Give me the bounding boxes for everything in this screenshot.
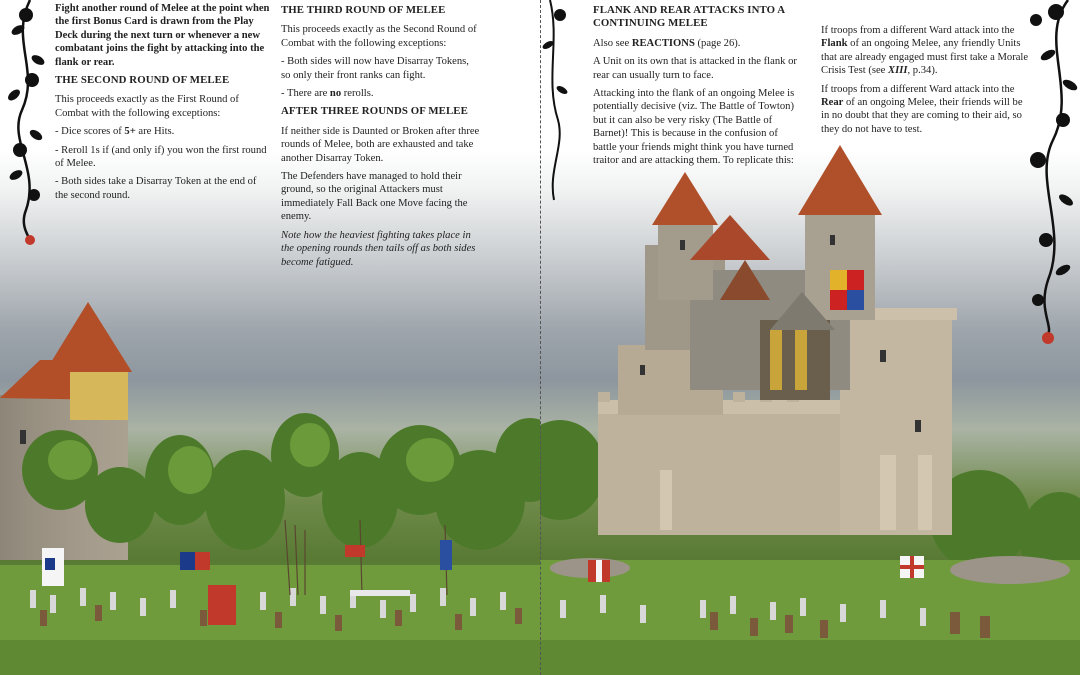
rose-vine-ornament (0, 0, 56, 250)
rule-ref: XIII (888, 65, 908, 77)
reactions-link: REACTIONS (631, 37, 695, 49)
column-2 (281, 4, 481, 274)
fatigue-note: Note how the heaviest fighting takes place in the opening rounds then tails off as both sides become fatigued. (281, 229, 476, 268)
bullet-text: rerolls. (341, 88, 374, 100)
heading-third-round: THE THIRD ROUND OF MELEE (281, 4, 446, 16)
column-1 (55, 2, 270, 207)
heading-after-three-rounds: AFTER THREE ROUNDS OF MELEE (281, 105, 468, 118)
see-also-reactions (593, 37, 803, 50)
rose-vine-ornament (1008, 0, 1080, 350)
second-round-bullet-3: - Both sides take a Disarray Token at the end of the second round. (55, 176, 257, 201)
column-4 (821, 24, 1031, 141)
rose-vine-ornament (540, 0, 610, 250)
second-round-bullet-2: - Reroll 1s if (and only if) you won the first round of Melee. (55, 144, 267, 170)
third-round-bullet-2 (281, 87, 481, 100)
flank-rule (821, 24, 1031, 78)
rule-text: If troops from a different Ward attack into the (821, 83, 1015, 95)
bullet-text: - There are (281, 88, 330, 100)
rule-text: , p.34). (907, 65, 938, 77)
after-three-para-1: If neither side is Daunted or Broken after three rounds of Melee, both are exhausted and take another Disarray Token. (281, 125, 480, 164)
second-round-para: This proceeds exactly as the First Round of Combat with the following exceptions: (55, 94, 239, 119)
bullet-text: are Hits. (135, 126, 175, 138)
bullet-bold: no (329, 88, 342, 100)
see-text: (page 26). (694, 37, 741, 49)
rule-bold: Flank (821, 38, 848, 50)
third-round-bullet-1: - Both sides will now have Disarray Tokens, so only their front ranks can fight. (281, 56, 469, 81)
flank-para-1: A Unit on its own that is attacked in the flank or rear can usually turn to face. (593, 56, 797, 81)
see-text: Also see (593, 37, 632, 49)
flank-para-2: Attacking into the flank of an ongoing Melee is potentially decisive (viz. The Battle of Towton) but it can also be very risky (The Battle of Barnet)! This is because in the confusion of battle your friends might think you have turned traitor and are attacking them. To replicate this: (593, 88, 795, 167)
page-gutter (540, 0, 541, 675)
second-round-bullet-1 (55, 125, 270, 138)
bullet-text: - Dice scores of (55, 126, 125, 138)
heading-second-round: THE SECOND ROUND OF MELEE (55, 74, 230, 87)
right-page (540, 0, 1080, 675)
melee-intro: Fight another round of Melee at the point when the first Bonus Card is drawn from the Play Deck during the next turn or whenever a new combatant joins the fight by attacking into the flank or rear. (55, 3, 270, 68)
rear-rule (821, 83, 1031, 137)
rule-text: of an ongoing Melee, their friends will be in no doubt that they are coming to their aid, so they do not have to test. (821, 97, 1023, 135)
after-three-para-2: The Defenders have managed to hold their ground, so the original Attackers must immediately Fall Back one Move facing the enemy. (281, 171, 468, 223)
third-round-para: This proceeds exactly as the Second Round of Combat with the following exceptions: (281, 24, 477, 49)
rule-text: of an ongoing Melee, any friendly Units that are already engaged must first take a Morale Crisis Test (see (821, 38, 1029, 77)
heading-flank-rear: FLANK AND REAR ATTACKS INTO A CONTINUING MELEE (593, 4, 785, 30)
rule-bold: Rear (821, 97, 844, 109)
bullet-bold: 5+ (124, 126, 136, 138)
column-3 (593, 4, 803, 172)
rule-text: If troops from a different Ward attack into the (821, 25, 1015, 36)
